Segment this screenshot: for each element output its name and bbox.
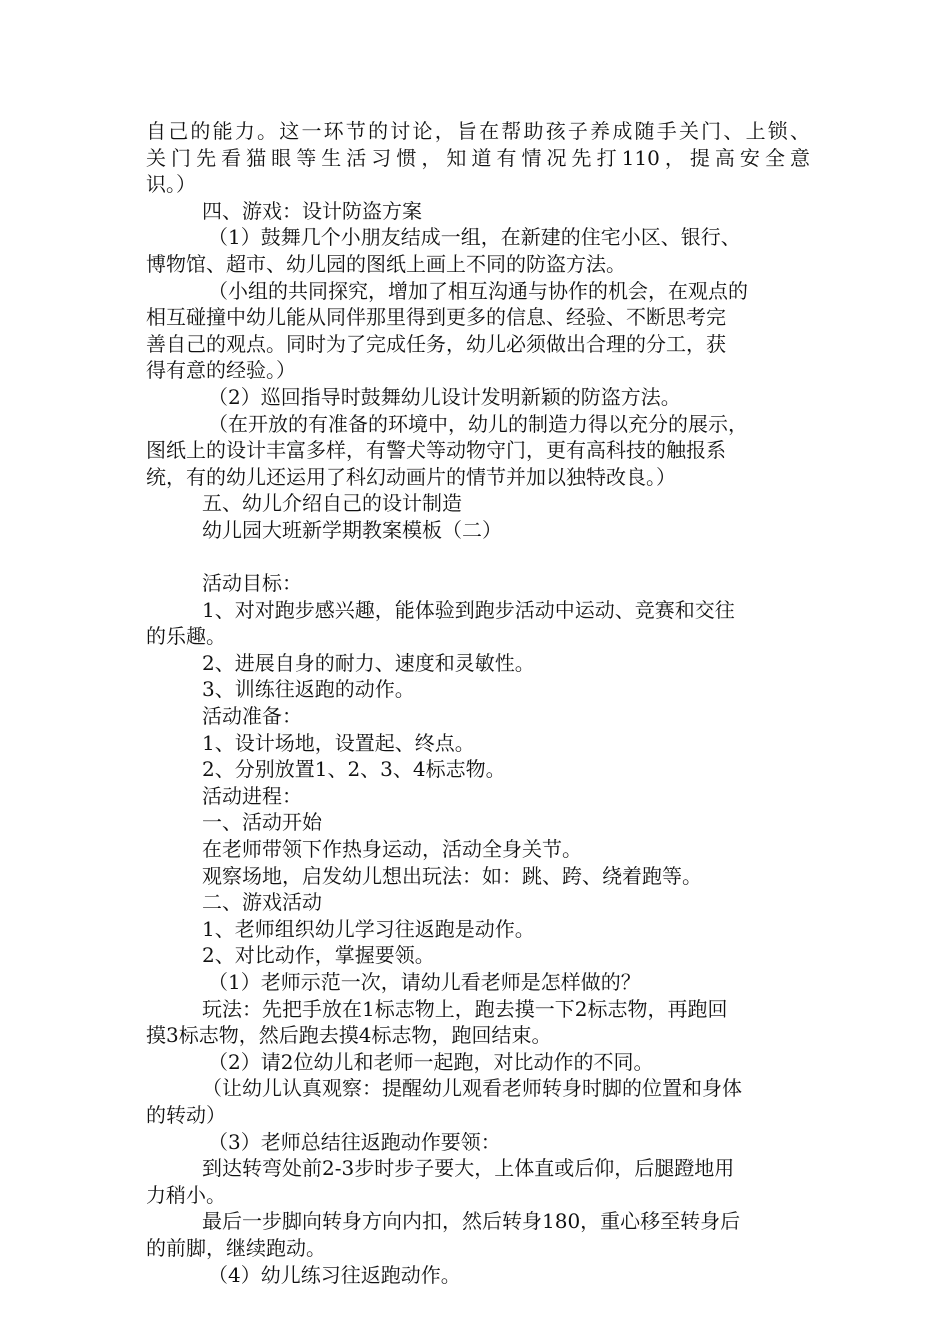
text-line: （1）老师示范一次，请幼儿看老师是怎样做的？ xyxy=(208,970,641,994)
text-line: 摸3标志物，然后跑去摸4标志物，跑回结束。 xyxy=(146,1023,552,1048)
text-line: （小组的共同探究，增加了相互沟通与协作的机会，在观点的 xyxy=(208,278,748,303)
text-line: 的前脚，继续跑动。 xyxy=(146,1235,326,1260)
text-line: 2、进展自身的耐力、速度和灵敏性。 xyxy=(202,650,535,675)
text-line: 一、活动开始 xyxy=(202,810,322,835)
text-line: 关门先看猫眼等生活习惯，知道有情况先打110，提高安全意 xyxy=(146,145,810,170)
text-line: 二、游戏活动 xyxy=(202,890,322,915)
text-line: 观察场地，启发幼儿想出玩法：如：跳、跨、绕着跑等。 xyxy=(202,863,702,888)
text-line: （让幼儿认真观察：提醒幼儿观看老师转身时脚的位置和身体 xyxy=(202,1076,742,1101)
text-line: （2）巡回指导时鼓舞幼儿设计发明新颖的防盗方法。 xyxy=(208,384,681,409)
text-line: 活动进程： xyxy=(202,783,302,808)
document-page xyxy=(146,118,810,1288)
text-line: 力稍小。 xyxy=(146,1182,226,1207)
text-line: 3、训练往返跑的动作。 xyxy=(202,677,415,702)
text-line: （在开放的有准备的环境中，幼儿的制造力得以充分的展示， xyxy=(208,411,748,436)
text-line: 1、对对跑步感兴趣，能体验到跑步活动中运动、竞赛和交往 xyxy=(202,597,735,622)
text-line: 幼儿园大班新学期教案模板（二） xyxy=(202,517,502,542)
text-line: 2、对比动作，掌握要领。 xyxy=(202,943,435,968)
text-line: （1）鼓舞几个小朋友结成一组，在新建的住宅小区、银行、 xyxy=(208,225,741,250)
text-line: 活动目标： xyxy=(202,571,302,596)
text-line: 自己的能力。这一环节的讨论，旨在帮助孩子养成随手关门、上锁、 xyxy=(146,119,810,143)
blank-line xyxy=(146,544,810,571)
text-line: 图纸上的设计丰富多样，有警犬等动物守门，更有高科技的触报系 xyxy=(146,438,726,463)
text-line: 1、老师组织幼儿学习往返跑是动作。 xyxy=(202,916,535,941)
text-line: 在老师带领下作热身运动，活动全身关节。 xyxy=(202,837,582,862)
text-line: 相互碰撞中幼儿能从同伴那里得到更多的信息、经验、不断思考完 xyxy=(146,305,726,330)
text-line: （4）幼儿练习往返跑动作。 xyxy=(208,1262,461,1287)
text-line: 1、设计场地，设置起、终点。 xyxy=(202,730,475,755)
text-line: 的乐趣。 xyxy=(146,624,226,649)
text-line: 到达转弯处前2-3步时步子要大，上体直或后仰，后腿蹬地用 xyxy=(202,1156,735,1181)
text-line: （3）老师总结往返跑动作要领： xyxy=(208,1129,501,1154)
text-line: 五、幼儿介绍自己的设计制造 xyxy=(202,491,462,516)
text-line: 2、分别放置1、2、3、4标志物。 xyxy=(202,757,506,782)
text-line: 识。） xyxy=(146,172,196,197)
text-line: 的转动） xyxy=(146,1102,226,1127)
text-line: （2）请2位幼儿和老师一起跑，对比动作的不同。 xyxy=(208,1049,654,1074)
text-line: 得有意的经验。） xyxy=(146,358,296,383)
text-line: 统，有的幼儿还运用了科幻动画片的情节并加以独特改良。） xyxy=(146,464,676,489)
text-line: 最后一步脚向转身方向内扣，然后转身180，重心移至转身后 xyxy=(202,1209,741,1234)
text-line: 博物馆、超市、幼儿园的图纸上画上不同的防盗方法。 xyxy=(146,251,626,276)
text-line: 四、游戏：设计防盗方案 xyxy=(202,198,422,223)
text-line: 善自己的观点。同时为了完成任务，幼儿必须做出合理的分工，获 xyxy=(146,331,726,356)
text-line: 玩法：先把手放在1标志物上，跑去摸一下2标志物，再跑回 xyxy=(202,996,728,1021)
text-line: 活动准备： xyxy=(202,704,302,729)
